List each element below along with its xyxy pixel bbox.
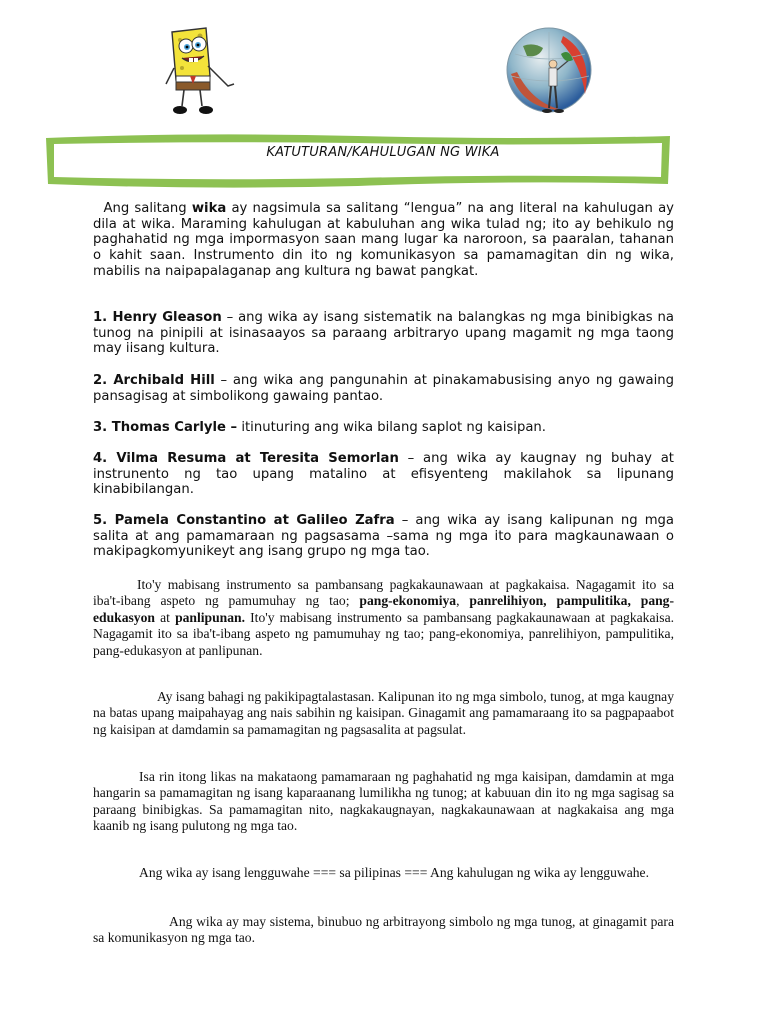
definition-hill (93, 373, 674, 404)
paragraph-text: Ito'y mabisang instrumento sa pambansang pagkakaunawaan at pagkakaisa. Nagagamit ito sa iba't-ibang aspeto ng pamumuhay ng tao; (93, 577, 674, 609)
definition-author: 2. Archibald Hill (93, 373, 215, 388)
page-title: KATUTURAN/KAHULUGAN NG WIKA (266, 145, 500, 160)
intro-post: ay nagsimula sa salitang “lengua” na ang literal na kahulugan ay dila at wika. Maraming kahulugan at kabuluhan ang wika tulad ng; ito ay behikulo ng paghahatid ng mga impormasyon saan mang lugar ka naroroon, sa paaralan, tahanan o kahit saan. Instrumento din ito ng komunikasyon sa pamamagitan din ng wika, mabilis na naipapalaganap ang kultura ng bawat pangkat. (93, 201, 674, 279)
intro-keyword: wika (191, 201, 227, 216)
paragraph-sistema: Ang wika ay may sistema, binubuo ng arbitrayong simbolo ng mga tunog, at ginagamit para sa komunikasyon ng mga tao. (93, 914, 674, 946)
paragraph-pakikipagtalastasan: Ay isang bahagi ng pakikipagtalastasan. Kalipunan ito ng mga simbolo, tunog, at mga kaugnay na batas upang maipahayag ang nais sabihin ng kaisipan. Ginagamit ang pamamaraang ito sa pagpapaabot ng kaisipan at damdamin sa pamamagitan ng pagsasalita at pagsulat. (93, 689, 674, 737)
paragraph-bold: pang-ekonomiya (359, 593, 457, 609)
definition-gleason (93, 310, 674, 357)
definition-author: 1. Henry Gleason (93, 310, 222, 325)
paragraph-makataong-pamamaraan: Isa rin itong likas na makataong pamamaraan ng paghahatid ng mga kaisipan, damdamin at mga hangarin sa pamamagitan ng isang kaparaanang lumilikha ng tunog; at kabuuan din ito ng mga sagisag sa paraang binibigkas. Sa pamamagitan nito, nagkakaugnayan, nagkakaunawaan at nagkakaisa ang mga kaanib ng isang pulutong ng mga tao. (93, 769, 674, 834)
definition-text: itinuturing ang wika bilang saplot ng kaisipan. (237, 420, 546, 435)
definition-author: 3. Thomas Carlyle – (93, 420, 238, 435)
definition-constantino-zafra (93, 513, 674, 560)
definition-resuma-semorlan (93, 451, 674, 498)
definition-text: – ang wika ang pangunahin at pinakamabusising anyo ng gawaing pansagisag at simbolikong gawaing pantao. (93, 373, 674, 404)
definition-text: – ang wika ay isang kalipunan ng mga salita at ang pamamaraan ng pagsasama –sama ng mga ito para magkaunawaan o makipagkomyunikeyt ang isang grupo ng mga tao. (93, 513, 674, 560)
paragraph-text: , (456, 593, 470, 609)
paragraph-text: at (154, 609, 176, 625)
intro-paragraph (93, 201, 674, 280)
spongebob-cartoon-icon (162, 26, 240, 118)
definition-carlyle (93, 420, 674, 436)
paragraph-lengguwahe: Ang wika ay isang lengguwahe === sa pilipinas === Ang kahulugan ng wika ay lengguwahe. (139, 865, 649, 880)
definition-text: – ang wika ay kaugnay ng buhay at instrunento ng tao upang matalino at efisyenteng makilahok sa lipunang kinabibilangan. (93, 451, 674, 498)
paragraph-instrumento (93, 577, 674, 659)
paragraph-bold: panlipunan. (175, 609, 245, 625)
definition-text: – ang wika ay isang sistematik na balangkas ng mga binibigkas na tunog na pinipili at isinasaayos sa paraang arbitraryo upang magamit ng mga taong may iisang kultura. (93, 310, 674, 357)
title-banner (42, 130, 674, 190)
definition-author: 5. Pamela Constantino at Galileo Zafra (93, 513, 395, 528)
paragraph-bold: panrelihiyon, pampulitika, pang-edukasyon (93, 593, 675, 625)
paragraph-text: Ito'y mabisang instrumento sa pambansang pagkakaunawaan at pagkakaisa. Nagagamit ito sa iba't-ibang aspeto ng pamumuhay ng tao; pang-ekonomiya, panrelihiyon, pampulitika, pang-edukasyon at panlipunan. (93, 609, 675, 658)
intro-pre: Ang salitang (103, 201, 192, 216)
globe-with-figures-icon (503, 24, 599, 122)
definition-author: 4. Vilma Resuma at Teresita Semorlan (93, 451, 399, 466)
